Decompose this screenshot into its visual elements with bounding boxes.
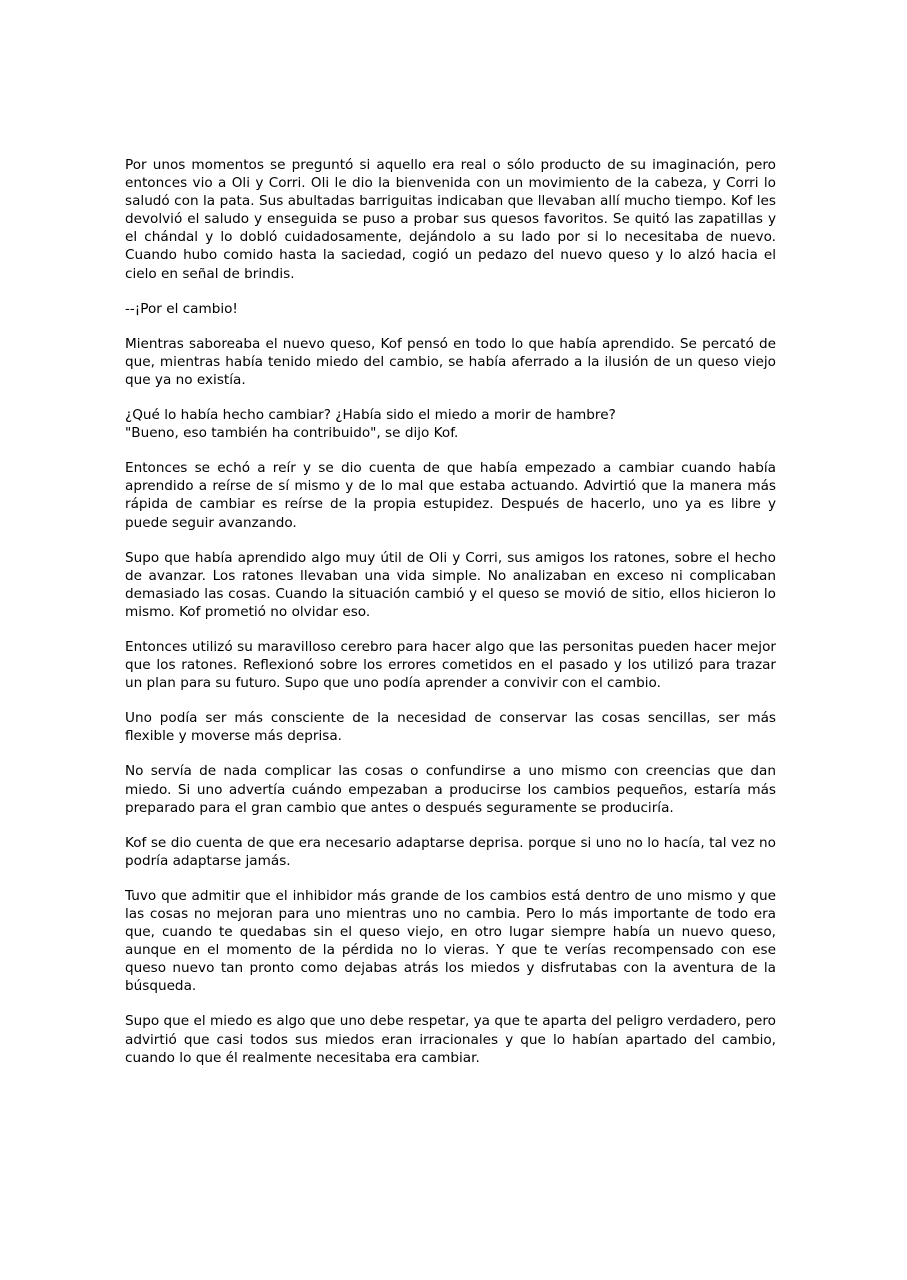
paragraph-toast: --¡Por el cambio! bbox=[125, 300, 238, 317]
document-page bbox=[125, 156, 776, 1084]
paragraph-reflection: Mientras saboreaba el nuevo queso, Kof pensó en todo lo que había aprendido. Se percató de que, mientras había tenido miedo del cambio, se había aferrado a la ilusión de un queso viejo que ya no existía. bbox=[125, 335, 776, 388]
paragraph-inhibitor: Tuvo que admitir que el inhibidor más grande de los cambios está dentro de uno mismo y que las cosas no mejoran para uno mientras uno no cambia. Pero lo más importante de todo era que, cuando te quedabas sin el queso viejo, en otro lugar siempre había un nuevo queso, aunque en el momento de la pérdida no lo vieras. Y que te verías recompensado con ese queso nuevo tan pronto como dejabas atrás los miedos y disfrutabas con la aventura de la búsqueda. bbox=[125, 887, 776, 995]
paragraph-question bbox=[125, 406, 776, 442]
paragraph-plan: Entonces utilizó su maravilloso cerebro para hacer algo que las personitas pueden hacer mejor que los ratones. Reflexionó sobre los errores cometidos en el pasado y los utilizó para trazar un plan para su futuro. Supo que uno podía aprender a convivir con el cambio. bbox=[125, 638, 776, 692]
paragraph-mice-lesson: Supo que había aprendido algo muy útil de Oli y Corri, sus amigos los ratones, sobre el hecho de avanzar. Los ratones llevaban una vida simple. No analizaban en exceso ni complicaban demasiado las cosas. Cuando la situación cambió y el queso se movió de sitio, ellos hicieron lo mismo. Kof prometió no olvidar eso. bbox=[125, 549, 776, 620]
paragraph-arrival: Por unos momentos se preguntó si aquello era real o sólo producto de su imaginación, pero entonces vio a Oli y Corri. Oli le dio la bienvenida con un movimiento de la cabeza, y Corri lo saludó con la pata. Sus abultadas barriguitas indicaban que llevaban allí mucho tiempo. Kof les devolvió el saludo y enseguida se puso a probar sus quesos favoritos. Se quitó las zapatillas y el chándal y lo dobló cuidadosamente, dejándolo a su lado por si lo necesitaba de nuevo. Cuando hubo comido hasta la saciedad, cogió un pedazo del nuevo queso y lo alzó hacia el cielo en señal de brindis. bbox=[125, 157, 776, 282]
paragraph-adapt: Kof se dio cuenta de que era necesario adaptarse deprisa. porque si uno no lo hacía, tal vez no podría adaptarse jamás. bbox=[125, 834, 776, 869]
question-line: ¿Qué lo había hecho cambiar? ¿Había sido el miedo a morir de hambre? bbox=[125, 407, 616, 424]
paragraph-small-changes: No servía de nada complicar las cosas o confundirse a uno mismo con creencias que dan miedo. Si uno advertía cuándo empezaban a producirse los cambios pequeños, estaría más preparado para el gran cambio que antes o después seguramente se produciría. bbox=[125, 763, 776, 816]
answer-line: "Bueno, eso también ha contribuido", se dijo Kof. bbox=[125, 425, 459, 442]
paragraph-laugh: Entonces se echó a reír y se dio cuenta de que había empezado a cambiar cuando había aprendido a reírse de sí mismo y de lo mal que estaba actuando. Advirtió que la manera más rápida de cambiar es reírse de la propia estupidez. Después de hacerlo, uno ya es libre y puede seguir avanzando. bbox=[125, 460, 776, 531]
paragraph-fear: Supo que el miedo es algo que uno debe respetar, ya que te aparta del peligro verdadero, pero advirtió que casi todos sus miedos eran irracionales y que lo habían apartado del cambio, cuando lo que él realmente necesitaba era cambiar. bbox=[125, 1013, 776, 1066]
paragraph-simple: Uno podía ser más consciente de la necesidad de conservar las cosas sencillas, ser más flexible y moverse más deprisa. bbox=[125, 710, 776, 745]
